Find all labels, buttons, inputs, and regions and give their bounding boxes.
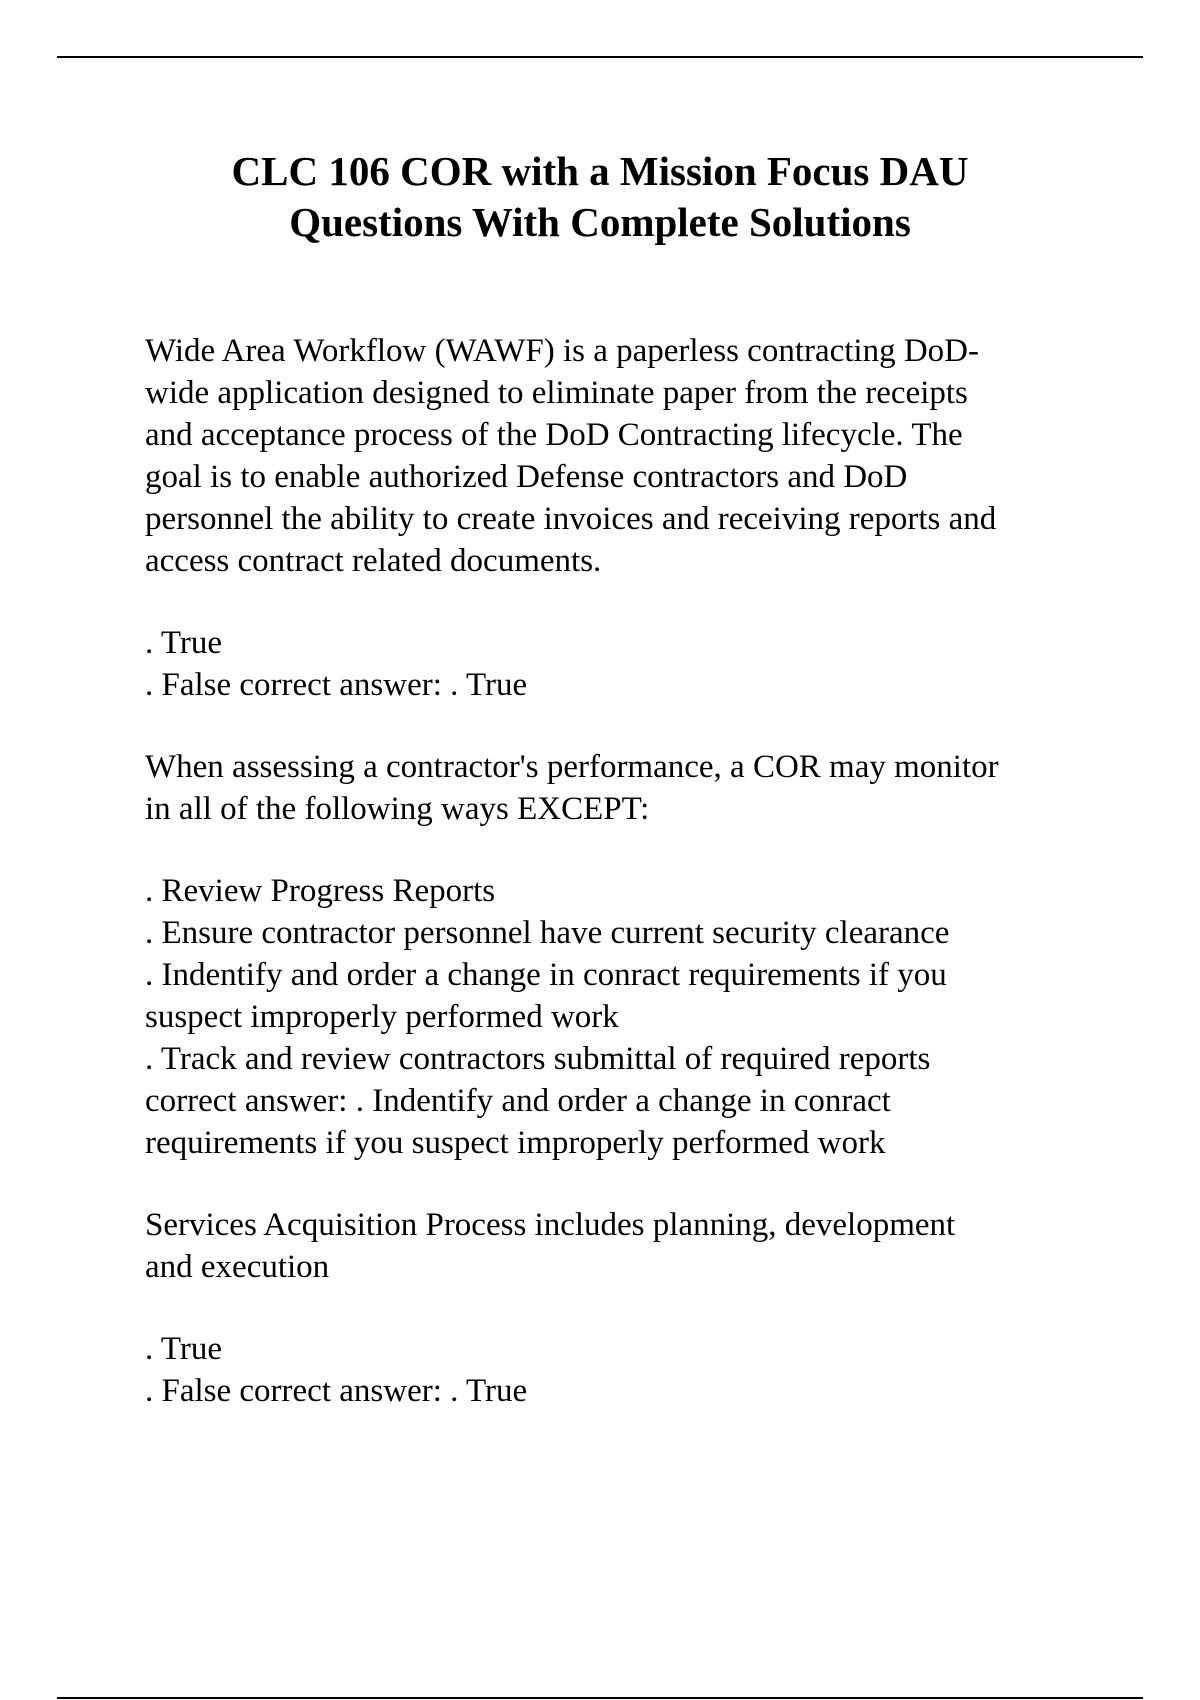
question-line: Wide Area Workflow (WAWF) is a paperless contracting DoD- [145,333,980,369]
option-line: . Review Progress Reports [145,873,496,909]
document-body [145,330,1115,1412]
answer-options [145,870,1115,1164]
answer-options [145,622,1115,706]
title-line: CLC 106 COR with a Mission Focus DAU [231,148,969,194]
question-line: goal is to enable authorized Defense contractors and DoD [145,459,908,495]
option-line: . True [145,1331,223,1367]
question-text [145,330,1115,582]
spacer [145,830,1115,870]
question-block-1 [145,330,1115,706]
option-line: . Track and review contractors submittal of required reports [145,1041,931,1077]
spacer [145,582,1115,622]
option-line: suspect improperly performed work [145,999,619,1035]
question-line: and acceptance process of the DoD Contracting lifecycle. The [145,417,963,453]
question-line: wide application designed to eliminate paper from the receipts [145,375,968,411]
option-line: . Indentify and order a change in conract requirements if you [145,957,947,993]
document-title [80,146,1120,248]
question-line: Services Acquisition Process includes planning, development [145,1207,956,1243]
answer-options [145,1328,1115,1412]
spacer [145,1288,1115,1328]
option-line: correct answer: . Indentify and order a change in conract [145,1083,891,1119]
question-line: personnel the ability to create invoices and receiving reports and [145,501,997,537]
spacer [145,1164,1115,1204]
question-line: When assessing a contractor's performance, a COR may monitor [145,749,999,785]
title-line: Questions With Complete Solutions [289,199,911,245]
question-line: in all of the following ways EXCEPT: [145,791,650,827]
question-line: and execution [145,1249,330,1285]
option-line: . False correct answer: . True [145,1373,528,1409]
question-block-2 [145,746,1115,1164]
option-line: . True [145,625,223,661]
option-line: . False correct answer: . True [145,667,528,703]
question-line: access contract related documents. [145,543,602,579]
bottom-divider [57,1697,1143,1699]
question-text [145,1204,1115,1288]
top-divider [57,56,1143,58]
question-block-3 [145,1204,1115,1412]
option-line: . Ensure contractor personnel have current security clearance [145,915,950,951]
option-line: requirements if you suspect improperly performed work [145,1125,886,1161]
spacer [145,706,1115,746]
question-text [145,746,1115,830]
